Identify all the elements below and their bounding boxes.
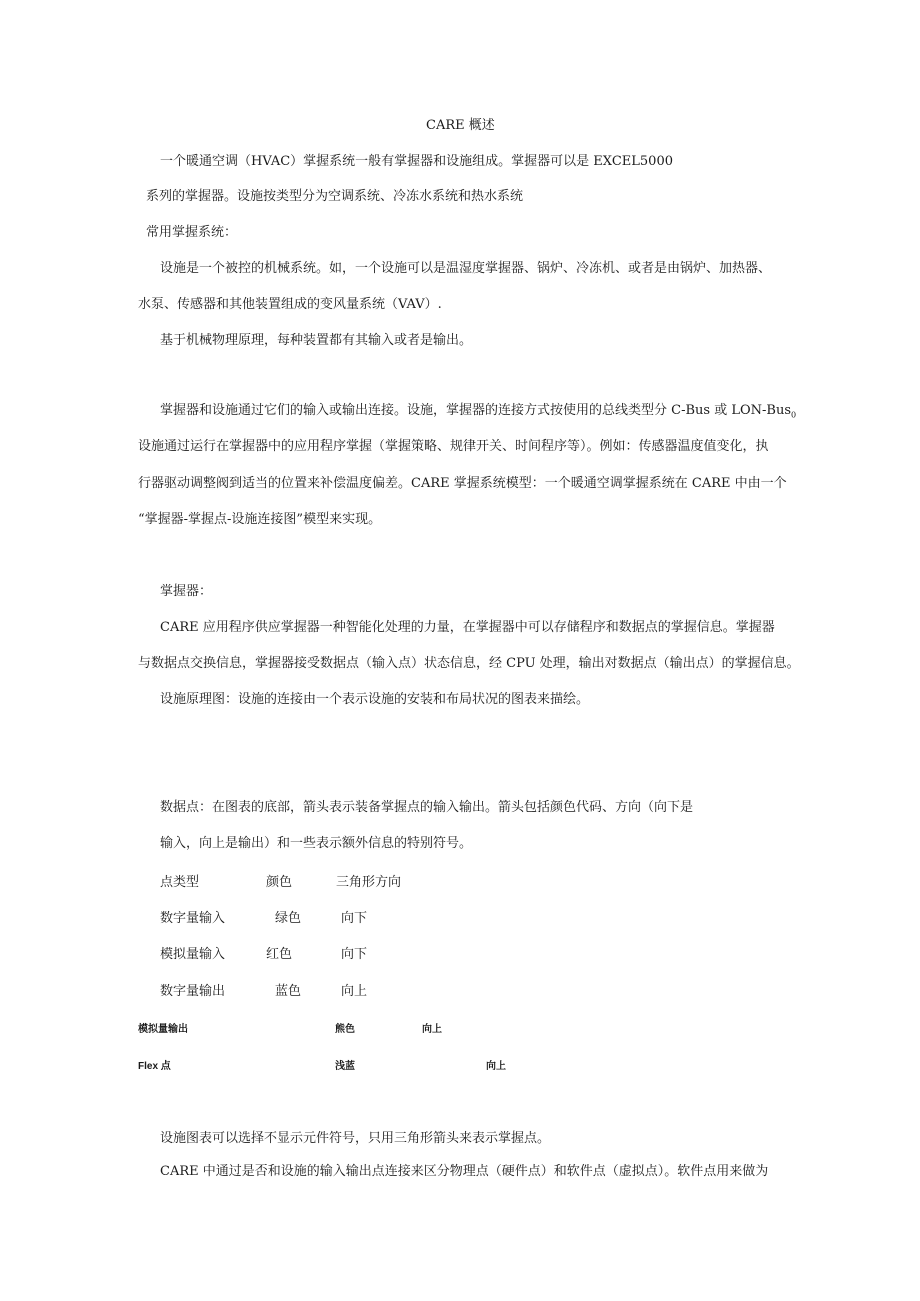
table-row-5-type: Flex 点 xyxy=(138,1061,171,1072)
device-line-3: 基于机械物理原理，每种装置都有其输入或者是输出。 xyxy=(160,333,473,348)
table-row-4-color: 熊色 xyxy=(335,1024,355,1035)
table-row-5-direction: 向上 xyxy=(486,1061,506,1072)
device-line-2: 水泵、传感器和其他装置组成的变风量系统（VAV）. xyxy=(138,297,442,312)
table-header-direction: 三角形方向 xyxy=(336,875,402,890)
intro-line-1: 一个暖通空调（HVAC）掌握系统一般有掌握器和设施组成。掌握器可以是 EXCEL5000 xyxy=(160,154,673,169)
connection-line-1 xyxy=(160,402,796,425)
table-row-1-type: 数字量输入 xyxy=(160,911,226,926)
connection-line-3: 行器驱动调整阀到适当的位置来补偿温度偏差。CARE 掌握系统模型：一个暖通空调掌握系统在 CARE 中由一个 xyxy=(138,476,787,491)
controller-line-3: 设施原理图：设施的连接由一个表示设施的安装和布局状况的图表来描绘。 xyxy=(160,692,590,707)
table-row-2-direction: 向下 xyxy=(341,947,368,962)
table-row-3-type: 数字量输出 xyxy=(160,984,226,999)
table-row-4-type: 模拟量输出 xyxy=(138,1024,188,1035)
connection-line-2: 设施通过运行在掌握器中的应用程序掌握（掌握策略、规律开关、时间程序等）。例如：传感器温度值变化，执 xyxy=(138,439,769,454)
datapoints-line-1: 数据点：在图表的底部，箭头表示装备掌握点的输入输出。箭头包括颜色代码、方向（向下是 xyxy=(160,800,694,815)
table-row-2-color: 红色 xyxy=(266,947,293,962)
table-row-3-direction: 向上 xyxy=(341,984,368,999)
intro-line-3: 常用掌握系统： xyxy=(146,225,238,240)
connection-line-1-sub: 0 xyxy=(791,410,797,420)
table-row-1-direction: 向下 xyxy=(341,911,368,926)
table-header-type: 点类型 xyxy=(160,875,200,890)
intro-line-2: 系列的掌握器。设施按类型分为空调系统、冷冻水系统和热水系统 xyxy=(146,189,524,204)
page-title: CARE 概述 xyxy=(426,118,495,133)
connection-line-4: “掌握器-掌握点-设施连接图”模型来实现。 xyxy=(138,512,382,527)
table-row-2-type: 模拟量输入 xyxy=(160,947,226,962)
controller-line-2: 与数据点交换信息，掌握器接受数据点（输入点）状态信息，经 CPU 处理，输出对数据点（输出点）的掌握信息。 xyxy=(138,656,800,671)
controller-line-1: CARE 应用程序供应掌握器一种智能化处理的力量，在掌握器中可以存储程序和数据点的掌握信息。掌握器 xyxy=(160,620,775,635)
table-row-3-color: 蓝色 xyxy=(275,984,302,999)
table-row-1-color: 绿色 xyxy=(275,911,302,926)
table-header-color: 颜色 xyxy=(266,875,293,890)
controller-heading: 掌握器： xyxy=(160,584,213,599)
datapoints-line-2: 输入，向上是输出）和一些表示额外信息的特别符号。 xyxy=(160,836,473,851)
closing-line-1: 设施图表可以选择不显示元件符号，只用三角形箭头来表示掌握点。 xyxy=(160,1131,551,1146)
closing-line-2: CARE 中通过是否和设施的输入输出点连接来区分物理点（硬件点）和软件点（虚拟点）。软件点用来做为 xyxy=(160,1164,769,1179)
table-row-5-color: 浅蓝 xyxy=(335,1061,355,1072)
device-line-1: 设施是一个被控的机械系统。如，一个设施可以是温湿度掌握器、锅炉、冷冻机、或者是由锅炉、加热器、 xyxy=(160,261,772,276)
table-row-4-direction: 向上 xyxy=(422,1024,442,1035)
connection-line-1-text: 掌握器和设施通过它们的输入或输出连接。设施，掌握器的连接方式按使用的总线类型分 C-Bus 或 LON-Bus xyxy=(160,403,791,418)
